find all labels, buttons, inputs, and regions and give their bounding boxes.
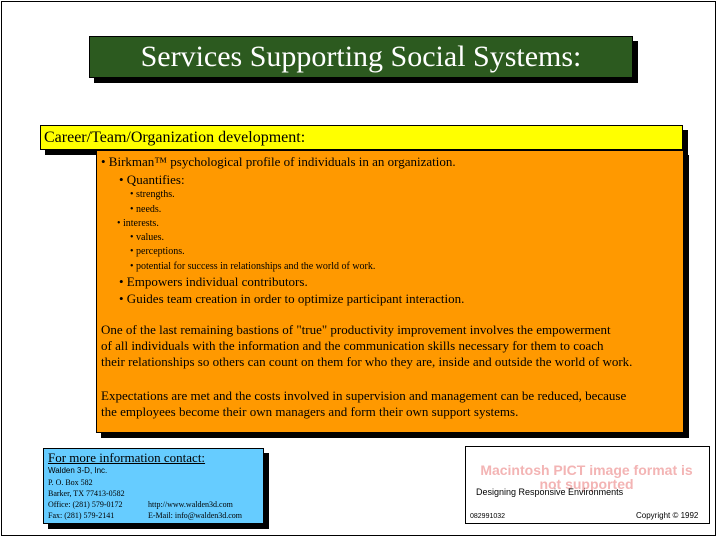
contact-heading: For more information contact: bbox=[48, 450, 206, 465]
document-code: 082991032 bbox=[470, 513, 506, 520]
bullet-birkman: • Birkman™ psychological profile of individuals in an organization. bbox=[101, 154, 456, 169]
bullet-perceptions: • perceptions. bbox=[130, 246, 185, 257]
paragraph-2-line-1: Expectations are met and the costs involved in supervision and management can be reduced, because bbox=[101, 388, 627, 403]
paragraph-1-line-2: of all individuals with the information and the communication skills necessary for them to coach bbox=[101, 338, 604, 353]
bullet-interests: • interests. bbox=[117, 218, 159, 229]
contact-website-link[interactable]: http://www.walden3d.com bbox=[148, 500, 233, 509]
contact-city: Barker, TX 77413-0582 bbox=[48, 489, 125, 498]
bullet-strengths: • strengths. bbox=[130, 189, 175, 200]
contact-fax: Fax: (281) 579-2141 bbox=[48, 511, 115, 520]
contact-company: Walden 3-D, Inc. bbox=[48, 466, 108, 475]
pict-image-placeholder bbox=[465, 446, 710, 524]
contact-po-box: P. O. Box 582 bbox=[48, 478, 93, 487]
contact-office-phone: Office: (281) 579-0172 bbox=[48, 500, 123, 509]
copyright: Copyright © 1992 bbox=[636, 511, 699, 520]
bullet-guides: • Guides team creation in order to optimize participant interaction. bbox=[119, 291, 465, 306]
career-heading: Career/Team/Organization development: bbox=[40, 125, 683, 150]
bullet-needs: • needs. bbox=[130, 204, 162, 215]
bullet-empowers: • Empowers individual contributors. bbox=[119, 274, 308, 289]
paragraph-2-line-2: the employees become their own managers and form their own support systems. bbox=[101, 404, 519, 419]
contact-email-link[interactable]: E-Mail: info@walden3d.com bbox=[148, 511, 243, 520]
paragraph-1-line-3: their relationships so others can count on them for who they are, inside and outside the world of work. bbox=[101, 354, 633, 369]
page-title: Services Supporting Social Systems: bbox=[89, 36, 633, 78]
bullet-quantifies: • Quantifies: bbox=[119, 172, 185, 187]
paragraph-1-line-1: One of the last remaining bastions of "true" productivity improvement involves the empowerment bbox=[101, 322, 611, 337]
contact-box bbox=[43, 448, 264, 524]
bullet-potential: • potential for success in relationships and the world of work. bbox=[130, 261, 376, 272]
tagline: Designing Responsive Environments bbox=[476, 487, 624, 497]
pict-unsupported-notice: Macintosh PICT image format is not supported bbox=[480, 462, 693, 492]
career-content-box bbox=[96, 150, 684, 433]
bullet-values: • values. bbox=[130, 232, 165, 243]
